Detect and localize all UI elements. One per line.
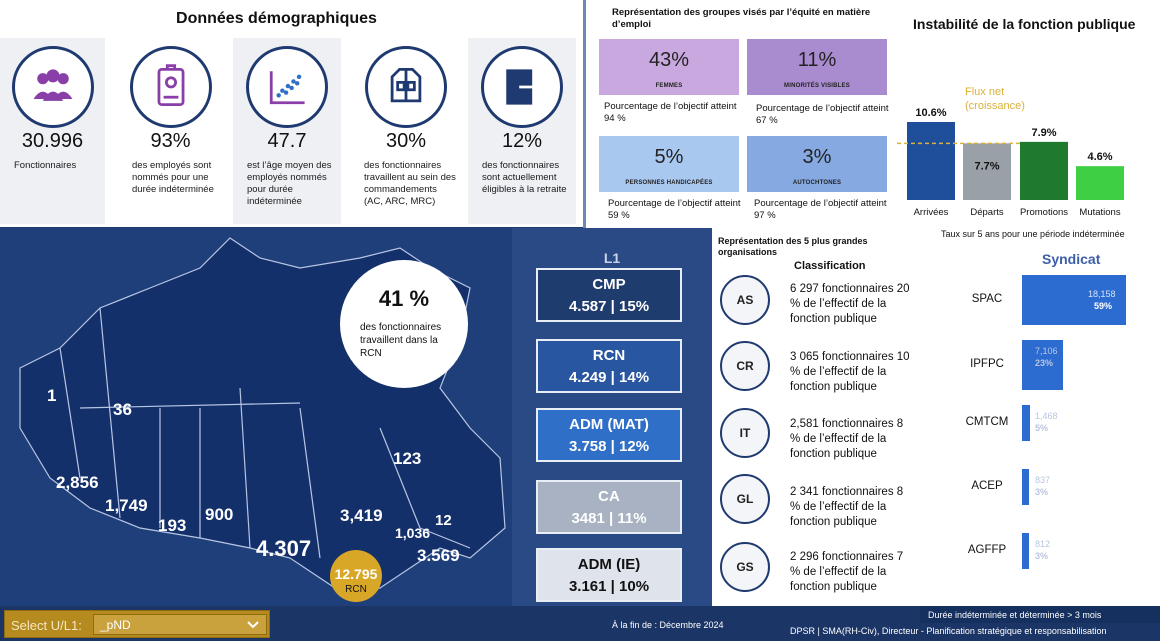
credit-text: DPSR | SMA(RH-Civ), Directeur - Planification stratégique et responsabilisation	[790, 626, 1107, 636]
union-pct: 3%	[1035, 487, 1049, 497]
equity-box-women	[599, 39, 739, 95]
classification-badge-as	[720, 275, 770, 325]
id-badge-icon	[130, 46, 212, 128]
equity-box-visible-minorities	[747, 39, 887, 95]
union-title: Syndicat	[1042, 251, 1101, 267]
classification-panel	[712, 228, 912, 606]
region-value-nb: 1,036	[395, 525, 431, 541]
region-value-ab: 1,749	[105, 496, 148, 515]
demo-value-indeterminate: 93%	[150, 130, 191, 152]
equity-title: Représentation des groupes visés par l’équité en matière d’emploi	[612, 7, 871, 30]
union-count: 1,468	[1035, 411, 1058, 421]
region-value-nl: 123	[393, 449, 422, 468]
ncr-callout-text: des fonctionnaires travaillent dans la RCN	[360, 322, 442, 359]
classification-code: CR	[736, 359, 754, 373]
instability-panel	[893, 0, 1160, 247]
union-pct: 3%	[1035, 551, 1049, 561]
demo-value-retirement: 12%	[501, 130, 543, 152]
l1-name: RCN	[592, 347, 626, 364]
union-bar	[1022, 533, 1029, 569]
l1-name: ADM (MAT)	[569, 416, 649, 433]
union-count: 837	[1035, 475, 1051, 485]
l1-value: 4.587 | 15%	[568, 298, 650, 315]
equity-pct-disabilities: 5%	[654, 146, 684, 168]
l1-panel	[512, 228, 712, 606]
classification-text: 6 297 fonctionnaires 20 % de l’effectif de la fonction publique	[790, 283, 910, 325]
classification-code: IT	[739, 426, 751, 440]
unit-selector-label: Select U/L1:	[11, 618, 82, 633]
unit-selector	[4, 610, 270, 638]
classification-code: GS	[736, 560, 754, 574]
l1-value: 3.758 | 12%	[568, 438, 650, 455]
instability-category-label: Arrivées	[913, 207, 949, 218]
region-value-on: 4.307	[256, 536, 312, 561]
demo-desc-commands: des fonctionnaires travaillent au sein des commandements (AC, ARC, MRC)	[364, 160, 456, 207]
l1-title: L1	[603, 250, 621, 266]
exit-door-icon	[481, 46, 563, 128]
l1-card-adm-ie[interactable]	[536, 548, 682, 602]
equity-pct-indigenous: 3%	[802, 146, 832, 168]
instability-bar	[1020, 142, 1068, 200]
region-value-mb: 900	[205, 505, 234, 524]
classification-title: Classification	[794, 260, 866, 272]
classification-text: 3 065 fonctionnaires 10 % de l’effectif de la fonction publique	[790, 351, 910, 393]
instability-category-label: Mutations	[1079, 207, 1121, 218]
union-pct: 59%	[1094, 301, 1113, 311]
demo-desc-employees: Fonctionnaires	[14, 160, 77, 171]
classification-code: AS	[736, 293, 754, 307]
ncr-value: 12.795	[334, 566, 378, 582]
l1-value: 3.161 | 10%	[568, 578, 650, 595]
equity-note-indigenous: Pourcentage de l’objectif atteint 97 %	[754, 198, 887, 221]
demo-value-age: 47.7	[267, 130, 307, 152]
demo-tile-indeterminate	[118, 38, 223, 224]
union-count: 812	[1035, 539, 1051, 549]
scatter-chart-icon	[246, 46, 328, 128]
unit-select-value: _pND	[100, 618, 131, 632]
canada-map-panel	[0, 228, 512, 606]
demo-tile-employees	[0, 38, 105, 224]
demo-value-employees: 30.996	[21, 130, 84, 152]
demo-tile-retirement	[468, 38, 576, 224]
demo-tile-commands	[350, 38, 462, 224]
demo-desc-retirement: des fonctionnaires sont actuellement éligibles à la retraite	[482, 160, 567, 195]
chevron-down-icon	[246, 617, 260, 631]
instability-bar-label: 10.6%	[915, 107, 947, 119]
classification-code: GL	[736, 492, 754, 506]
report-date: À la fin de : Décembre 2024	[612, 620, 724, 630]
footer	[0, 606, 1160, 641]
instability-bar	[1076, 166, 1124, 200]
l1-card-ca[interactable]	[536, 480, 682, 534]
union-bar	[1022, 275, 1126, 325]
equity-panel	[583, 0, 893, 228]
equity-label-indigenous: AUTOCHTONES	[792, 180, 842, 186]
equity-note-disabilities: Pourcentage de l’objectif atteint 59 %	[608, 198, 741, 221]
equity-pct-women: 43%	[648, 49, 690, 71]
unit-select-dropdown[interactable]	[93, 614, 267, 635]
instability-bar-label: 7.7%	[974, 160, 1000, 173]
region-value-pe: 12	[435, 512, 452, 529]
l1-name: ADM (IE)	[577, 556, 641, 573]
equity-pct-visible-minorities: 11%	[797, 49, 837, 71]
union-pct: 23%	[1035, 358, 1054, 368]
region-value-sk: 193	[158, 516, 187, 535]
l1-card-adm-mat[interactable]	[536, 408, 682, 462]
instability-chart	[893, 0, 1160, 247]
union-pct: 5%	[1035, 423, 1049, 433]
net-flow-label: Flux net	[965, 86, 1005, 98]
union-name: IPFPC	[970, 358, 1004, 370]
demographics-panel	[0, 0, 583, 227]
union-panel	[912, 247, 1160, 606]
instability-category-label: Départs	[970, 207, 1004, 218]
instability-bar-label: 4.6%	[1087, 151, 1113, 164]
classification-text: 2,581 fonctionnaires 8 % de l’effectif de la fonction publique	[790, 418, 904, 460]
instability-title: Instabilité de la fonction publique	[913, 16, 1136, 32]
region-value-ns: 3.569	[417, 546, 460, 565]
equity-label-disabilities: PERSONNES HANDICAPÉES	[625, 180, 713, 186]
union-name: SPAC	[971, 293, 1003, 305]
l1-name: CMP	[592, 276, 626, 293]
demo-tile-age	[233, 38, 341, 224]
union-name: AGFFP	[967, 544, 1007, 556]
equity-label-women: FEMMES	[655, 83, 683, 89]
duration-note: Durée indéterminée et déterminée > 3 mois	[920, 606, 1160, 623]
classification-badge-cr	[720, 341, 770, 391]
classification-badge-gl	[720, 474, 770, 524]
ncr-callout	[340, 260, 468, 388]
demo-desc-age: est l’âge moyen des employés nommés pour durée indéterminée	[247, 160, 332, 207]
region-value-qc: 3,419	[340, 506, 383, 525]
l1-value: 3481 | 11%	[571, 510, 647, 527]
classification-badge-gs	[720, 542, 770, 592]
l1-name: CA	[598, 488, 620, 505]
instability-bar-label: 7.9%	[1031, 126, 1057, 139]
equity-note-women: Pourcentage de l’objectif atteint 94 %	[604, 101, 737, 124]
union-bar	[1022, 469, 1029, 505]
demo-value-commands: 30%	[385, 130, 427, 152]
region-value-yukon: 1	[47, 386, 57, 405]
union-name: CMTCM	[965, 416, 1009, 428]
equity-box-indigenous	[747, 136, 887, 192]
union-name: ACEP	[971, 480, 1003, 492]
equity-box-disabilities	[599, 136, 739, 192]
net-flow-sublabel: (croissance)	[965, 100, 1025, 112]
instability-bar	[907, 122, 955, 200]
equity-note-visible-minorities: Pourcentage de l’objectif atteint 67 %	[756, 103, 889, 126]
classification-text: 2 341 fonctionnaires 8 % de l’effectif de la fonction publique	[790, 486, 904, 528]
union-bar	[1022, 405, 1030, 441]
l1-value: 4.249 | 14%	[568, 369, 650, 386]
classification-header: Représentation des 5 plus grandes organisations	[718, 236, 868, 257]
classification-badge-it	[720, 408, 770, 458]
instability-category-label: Promotions	[1019, 207, 1069, 218]
demographics-title: Données démographiques	[176, 10, 377, 27]
union-count: 18,158	[1088, 289, 1116, 299]
l1-card-rcn[interactable]	[536, 339, 682, 393]
ncr-bubble[interactable]	[330, 550, 382, 602]
region-value-nwt: 36	[113, 400, 132, 419]
l1-card-cmp[interactable]	[536, 268, 682, 322]
ncr-label: RCN	[345, 584, 367, 595]
uniform-icon	[365, 46, 447, 128]
people-group-icon	[12, 46, 94, 128]
classification-text: 2 296 fonctionnaires 7 % de l’effectif de la fonction publique	[790, 551, 904, 593]
region-value-bc: 2,856	[56, 473, 99, 492]
instability-footnote: Taux sur 5 ans pour une période indéterminée	[941, 229, 1125, 239]
ncr-callout-pct: 41 %	[378, 286, 430, 311]
union-count: 7,106	[1035, 346, 1058, 356]
demo-desc-indeterminate: des employés sont nommés pour une durée indéterminée	[132, 160, 214, 195]
equity-label-visible-minorities: MINORITÉS VISIBLES	[784, 83, 850, 89]
